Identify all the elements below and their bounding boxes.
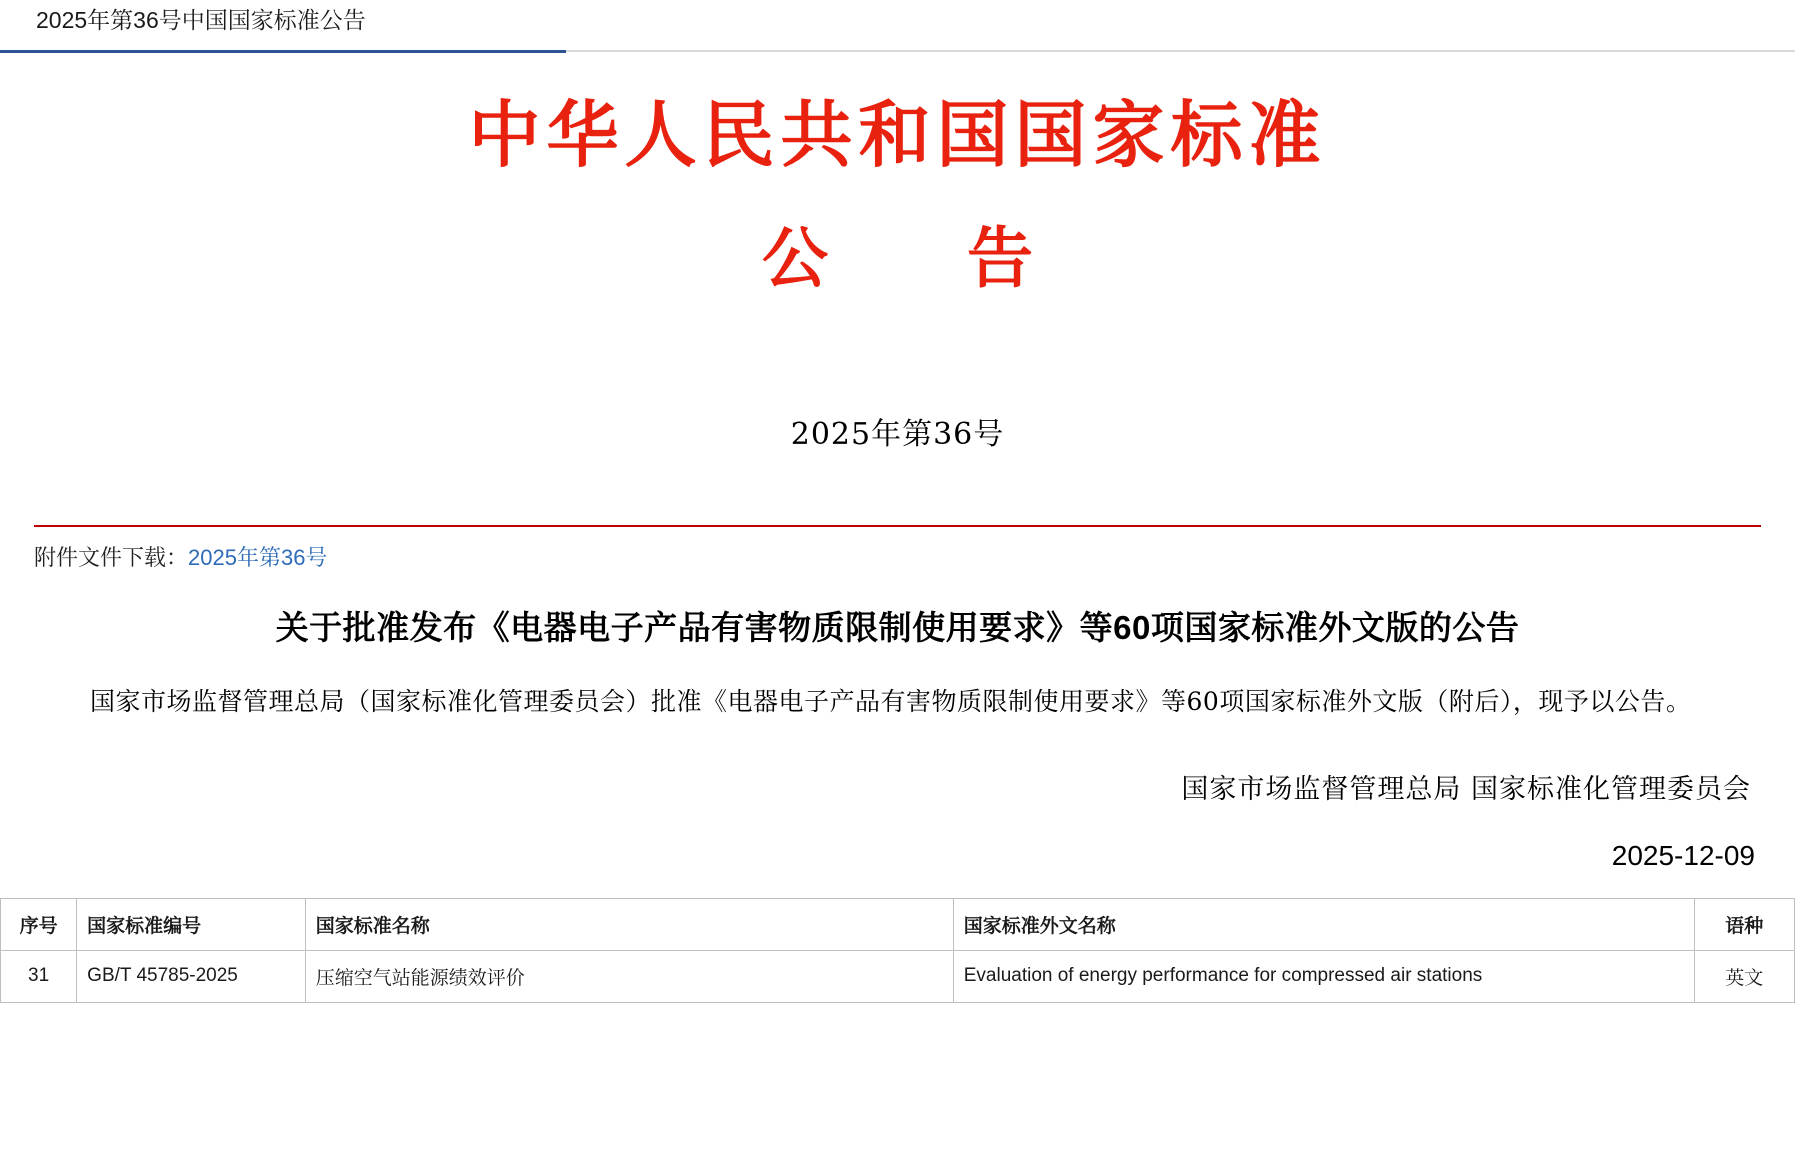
cell-name-link[interactable]: 压缩空气站能源绩效评价 (305, 950, 953, 1002)
document-body (0, 94, 1795, 872)
table-header-no: 序号 (1, 898, 77, 950)
table-header-name-en: 国家标准外文名称 (953, 898, 1694, 950)
red-divider (34, 525, 1761, 527)
issue-number: 2025年第36号 (790, 416, 1005, 452)
table-header-row (1, 898, 1795, 950)
attachment-row (34, 541, 1761, 572)
standards-table (0, 898, 1795, 1003)
tab-announcement-2025-36[interactable]: 2025年第36号中国国家标准公告 (36, 7, 366, 33)
table-header-name: 国家标准名称 (305, 898, 953, 950)
cell-lang: 英文 (1694, 950, 1794, 1002)
attachment-download-link[interactable]: 2025年第36号 (188, 544, 328, 570)
tab-active-underline (0, 50, 566, 53)
table-row (1, 950, 1795, 1002)
issue-date: 2025-12-09 (1611, 839, 1755, 871)
cell-code: GB/T 45785-2025 (77, 950, 306, 1002)
tab-bar (0, 0, 1795, 52)
cell-no: 31 (1, 950, 77, 1002)
document-title-sub: 公 告 (762, 218, 1091, 297)
issuing-authority: 国家市场监督管理总局 国家标准化管理委员会 (1181, 773, 1751, 805)
cell-name-en-link[interactable]: Evaluation of energy performance for compressed air stations (953, 950, 1694, 1002)
notice-title: 关于批准发布《电器电子产品有害物质限制使用要求》等60项国家标准外文版的公告 (275, 608, 1520, 646)
table-header-code: 国家标准编号 (77, 898, 306, 950)
attachment-label: 附件文件下载： (34, 544, 189, 570)
notice-paragraph: 国家市场监督管理总局（国家标准化管理委员会）批准《电器电子产品有害物质限制使用要求》等60项国家标准外文版（附后），现予以公告。 (90, 686, 1692, 716)
document-title-main: 中华人民共和国国家标准 (468, 92, 1327, 177)
table-header-lang: 语种 (1694, 898, 1794, 950)
